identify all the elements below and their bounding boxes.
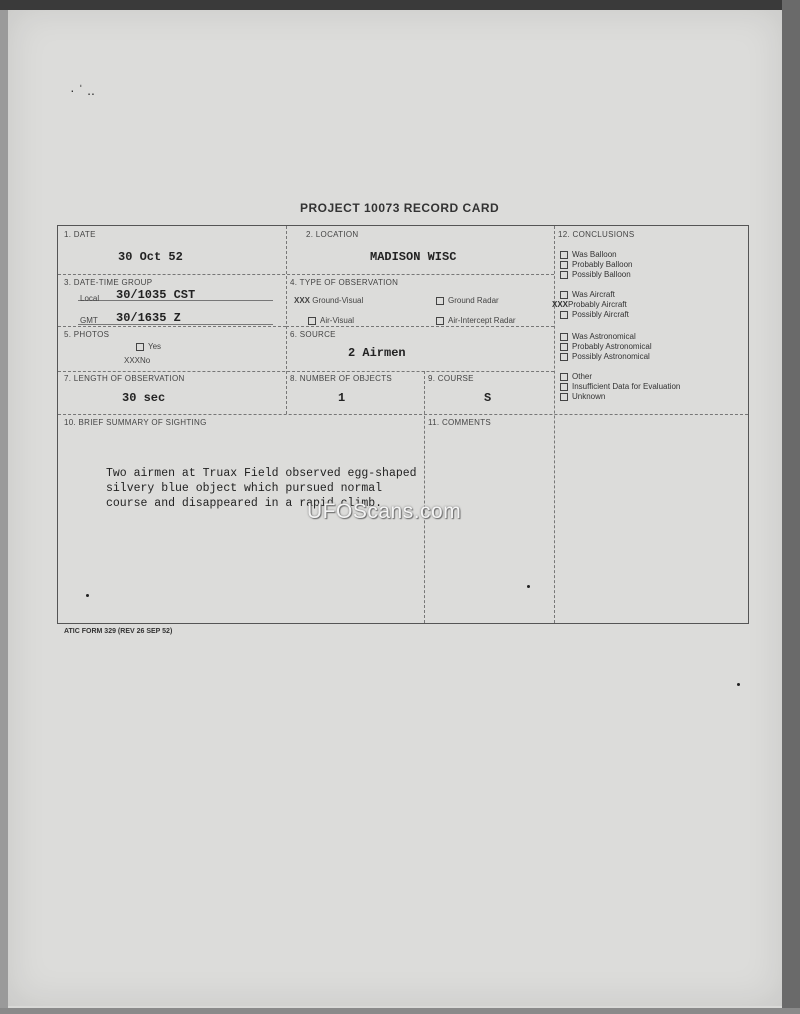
scan-speck — [737, 683, 740, 686]
course-value: S — [484, 391, 492, 405]
summary-label: 10. BRIEF SUMMARY OF SIGHTING — [64, 418, 207, 427]
ground-radar-text: Ground Radar — [448, 296, 499, 305]
location-label: 2. LOCATION — [306, 230, 359, 239]
length-label: 7. LENGTH OF OBSERVATION — [64, 374, 185, 383]
checkbox-icon — [560, 251, 568, 259]
checkbox-icon — [560, 311, 568, 319]
divider — [286, 326, 554, 327]
date-label: 1. DATE — [64, 230, 96, 239]
checkbox-icon — [560, 343, 568, 351]
local-time-value: 30/1035 CST — [116, 288, 196, 302]
conclusion-item: Was Aircraft — [560, 290, 615, 300]
checked-mark: XXX — [552, 300, 569, 309]
conclusion-item: Insufficient Data for Evaluation — [560, 382, 680, 392]
course-label: 9. COURSE — [428, 374, 474, 383]
form-id: ATIC FORM 329 (REV 26 SEP 52) — [64, 628, 173, 635]
watermark: UFOScans.com — [307, 500, 462, 523]
photos-yes-text: Yes — [148, 342, 162, 351]
conclusion-item: Was Astronomical — [560, 332, 636, 342]
conclusion-item: Was Balloon — [560, 250, 617, 260]
checkbox-icon — [560, 383, 568, 391]
scan-edge-right — [782, 0, 800, 1014]
checked-mark: XXX — [294, 296, 311, 305]
local-label: Local — [80, 294, 100, 303]
air-intercept-radar-text: Air-Intercept Radar — [448, 316, 516, 325]
checkbox-icon — [560, 393, 568, 401]
comments-label: 11. COMMENTS — [428, 418, 492, 427]
datetime-label: 3. DATE-TIME GROUP — [64, 278, 153, 287]
divider — [58, 326, 286, 327]
ground-visual-text: Ground-Visual — [312, 296, 364, 305]
checkbox-icon — [136, 343, 144, 351]
conclusion-item: Possibly Astronomical — [560, 352, 650, 362]
conclusion-item: Probably Astronomical — [560, 342, 652, 352]
scan-speck — [527, 585, 530, 588]
checkbox-icon — [560, 261, 568, 269]
source-value: 2 Airmen — [348, 346, 406, 360]
checkbox-icon — [560, 291, 568, 299]
conclusions-label: 12. CONCLUSIONS — [558, 230, 635, 239]
checkbox-icon — [560, 353, 568, 361]
checkbox-icon — [560, 373, 568, 381]
divider — [554, 226, 555, 623]
ground-radar-option — [436, 296, 499, 305]
checkbox-icon — [436, 297, 444, 305]
scan-edge-bottom — [0, 1008, 800, 1014]
conclusion-item: Possibly Balloon — [560, 270, 631, 280]
ground-visual-option — [294, 296, 363, 305]
conclusion-item: Probably Balloon — [560, 260, 632, 270]
divider — [286, 226, 287, 414]
observation-type-label: 4. TYPE OF OBSERVATION — [290, 278, 399, 287]
source-label: 6. SOURCE — [290, 330, 336, 339]
record-card — [57, 225, 749, 624]
scan-edge-top — [0, 0, 800, 10]
objects-label: 8. NUMBER OF OBJECTS — [290, 374, 393, 383]
divider — [58, 371, 554, 372]
gmt-label: GMT — [80, 316, 98, 325]
scan-edge-left — [0, 0, 8, 1014]
conclusion-item-checked: XXXProbably Aircraft — [552, 300, 627, 309]
objects-value: 1 — [338, 391, 346, 405]
air-intercept-radar-option — [436, 316, 516, 325]
checkbox-icon — [436, 317, 444, 325]
summary-text: Two airmen at Truax Field observed egg-shaped silvery blue object which pursued normal course and disappeared in a rapid climb. — [106, 467, 417, 510]
divider — [58, 414, 748, 415]
checkbox-icon — [560, 271, 568, 279]
air-visual-text: Air-Visual — [320, 316, 355, 325]
conclusion-item: Other — [560, 372, 592, 382]
photos-label: 5. PHOTOS — [64, 330, 110, 339]
card-title: PROJECT 10073 RECORD CARD — [300, 201, 500, 215]
location-value: MADISON WISC — [370, 250, 457, 264]
length-value: 30 sec — [122, 391, 166, 405]
date-value: 30 Oct 52 — [118, 250, 183, 264]
air-visual-option — [308, 316, 354, 325]
photos-no-option: XXXNo — [124, 356, 151, 365]
checkbox-icon — [308, 317, 316, 325]
divider — [58, 274, 554, 275]
scan-speck — [86, 594, 89, 597]
stray-mark: · ˈ .. — [70, 82, 95, 98]
checkbox-icon — [560, 333, 568, 341]
conclusion-item: Unknown — [560, 392, 605, 402]
conclusion-item: Possibly Aircraft — [560, 310, 629, 320]
gmt-time-value: 30/1635 Z — [116, 311, 181, 325]
photos-yes-option — [136, 342, 161, 351]
